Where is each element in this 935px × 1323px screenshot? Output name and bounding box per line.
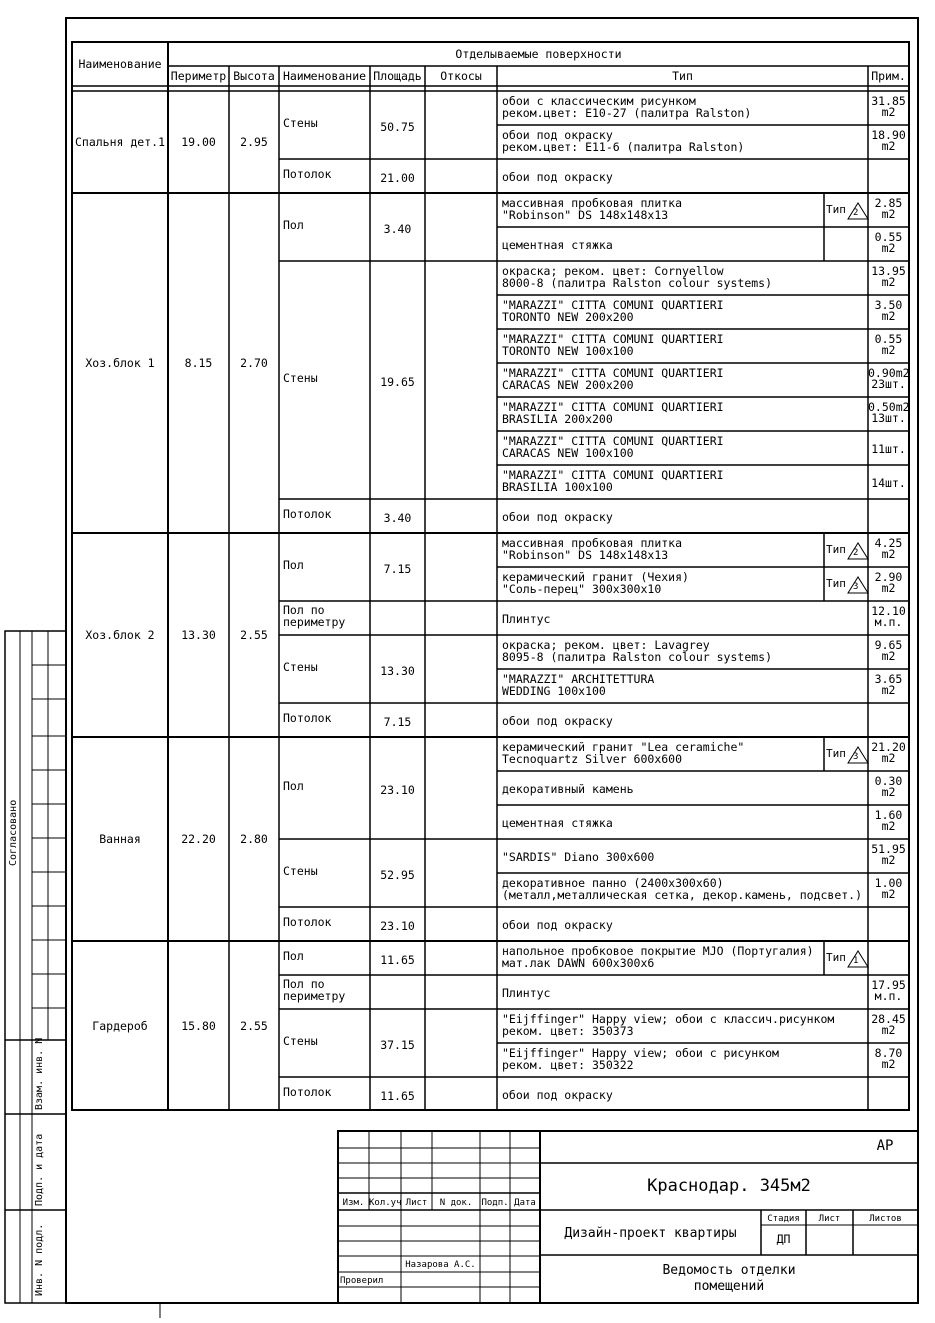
tip-number: 3 — [853, 752, 859, 762]
room-name: Спальня дет.1 — [74, 135, 165, 149]
room-height: 2.70 — [240, 356, 268, 370]
type-line1: декоративное панно (2400x300x60) — [502, 876, 724, 890]
room-height: 2.55 — [240, 1018, 268, 1033]
type-line1: "Eijffinger" Happy view; обои с классич.рисунком — [502, 1012, 835, 1026]
surface-name: Пол — [283, 558, 304, 572]
type-line1: "MARAZZI" CITTA COMUNI QUARTIERI — [502, 298, 724, 312]
surface-name: Пол — [283, 779, 304, 793]
stamp-col-doc: N док. — [439, 1198, 473, 1208]
room-perimeter: 19.00 — [181, 135, 216, 149]
note-value: 51.95 — [871, 842, 906, 856]
type-line2: 8000-8 (палитра Ralston colour systems) — [502, 276, 773, 290]
room-perimeter: 15.80 — [181, 1018, 216, 1033]
surface-area: 23.10 — [380, 919, 415, 933]
room-perimeter: 8.15 — [184, 356, 213, 370]
side-sign-date: Подп. и дата — [34, 1133, 45, 1206]
stamp-project: Краснодар. 345м2 — [647, 1176, 811, 1196]
note-unit: m2 — [881, 547, 896, 561]
note-unit: m2 — [881, 105, 896, 119]
type-text: цементная стяжка — [502, 816, 613, 830]
note-value: 14шт. — [871, 476, 906, 490]
type-line1: "MARAZZI" ARCHITETTURA — [502, 672, 655, 686]
note-value: 3.65 — [874, 672, 903, 686]
surface-area: 11.65 — [380, 1088, 415, 1103]
note-unit: м.п. — [874, 615, 903, 629]
stamp-col-izm: Изм. — [342, 1198, 365, 1208]
room-perimeter: 13.30 — [181, 628, 216, 642]
header-note: Прим. — [871, 69, 906, 83]
header-surfaces: Отделываемые поверхности — [455, 47, 622, 61]
type-line2: (металл,металлическая сетка, декор.камень, подсвет.) — [502, 888, 863, 902]
note-unit: m2 — [881, 751, 896, 765]
note-unit: m2 — [881, 309, 896, 323]
tip-label: Тип — [826, 203, 846, 216]
side-agreed: Согласовано — [8, 799, 19, 866]
note-value: 11шт. — [871, 442, 906, 456]
tip-label: Тип — [826, 951, 846, 964]
surface-name-line2: периметру — [283, 615, 346, 629]
note-unit: m2 — [881, 683, 896, 697]
type-line1: напольное пробковое покрытие MJO (Португалия) — [502, 944, 814, 958]
note-unit: 13шт. — [871, 411, 906, 425]
note-unit: m2 — [881, 1023, 896, 1037]
stamp-col-list: Лист — [405, 1198, 428, 1208]
type-line2: Tecnoquartz Silver 600x600 — [502, 752, 683, 766]
note-value: 0.55 — [874, 332, 903, 346]
surface-name: Пол по — [283, 977, 325, 991]
type-text: Плинтус — [502, 612, 551, 626]
stamp-design: Дизайн-проект квартиры — [564, 1226, 737, 1241]
type-line1: "MARAZZI" CITTA COMUNI QUARTIERI — [502, 468, 724, 482]
type-line2: реком.цвет: E11-6 (палитра Ralston) — [502, 140, 745, 154]
note-value: 0.30 — [874, 774, 903, 788]
stamp-col-date: Дата — [514, 1198, 536, 1208]
note-value: 21.20 — [871, 740, 906, 754]
note-unit: m2 — [881, 139, 896, 153]
type-line1: "MARAZZI" CITTA COMUNI QUARTIERI — [502, 434, 724, 448]
tip-label: Тип — [826, 577, 846, 590]
note-value: 0.50m2 — [868, 400, 910, 414]
note-unit: m2 — [881, 275, 896, 289]
tip-number: 3 — [853, 582, 859, 592]
note-value: 13.95 — [871, 264, 906, 278]
note-value: 2.85 — [874, 196, 903, 210]
surface-name: Потолок — [283, 1084, 332, 1099]
surface-name: Стены — [283, 371, 318, 385]
type-line2: реком.цвет: E10-27 (палитра Ralston) — [502, 106, 752, 120]
surface-area: 7.15 — [383, 562, 412, 576]
room-name: Гардероб — [92, 1018, 148, 1033]
surface-area: 7.15 — [383, 715, 412, 729]
side-inv-orig: Инв. N подл. — [34, 1223, 45, 1296]
note-unit: m2 — [881, 581, 896, 595]
type-line2: мат.лак DAWN 600x300x6 — [502, 956, 655, 970]
surface-name: Пол — [283, 218, 304, 232]
type-line1: "MARAZZI" CITTA COMUNI QUARTIERI — [502, 400, 724, 414]
type-line1: массивная пробковая плитка — [502, 196, 683, 210]
type-text: "SARDIS" Diano 300x600 — [502, 850, 655, 864]
surface-name: Потолок — [283, 711, 332, 725]
type-line1: керамический гранит "Lea ceramiche" — [502, 740, 745, 754]
type-line1: обои с классическим рисунком — [502, 94, 696, 108]
note-value: 4.25 — [874, 536, 903, 550]
type-line1: обои под окраску — [502, 128, 613, 142]
tip-number: 2 — [853, 208, 859, 218]
header-height: Высота — [233, 69, 275, 83]
surface-name: Стены — [283, 116, 318, 130]
surface-area: 50.75 — [380, 120, 415, 134]
room-perimeter: 22.20 — [181, 832, 216, 846]
type-line1: "Eijffinger" Happy view; обои с рисунком — [502, 1046, 779, 1060]
stamp-author: Назарова А.С. — [405, 1260, 476, 1270]
room-name: Ванная — [99, 832, 141, 846]
note-value: 8.70 — [874, 1046, 903, 1060]
note-value: 31.85 — [871, 94, 906, 108]
stamp-sheet-title1: Ведомость отделки — [662, 1263, 796, 1278]
surface-name: Стены — [283, 660, 318, 674]
type-line2: реком. цвет: 350373 — [502, 1024, 634, 1038]
header-slopes: Откосы — [440, 69, 482, 83]
note-value: 1.00 — [874, 876, 903, 890]
surface-name: Пол по — [283, 603, 325, 617]
note-value: 3.50 — [874, 298, 903, 312]
type-text: обои под окраску — [502, 1087, 613, 1102]
type-line2: TORONTO NEW 100x100 — [502, 344, 634, 358]
note-value: 1.60 — [874, 808, 903, 822]
surface-name: Стены — [283, 864, 318, 878]
stamp-stage: ДП — [776, 1232, 791, 1246]
type-line2: 8095-8 (палитра Ralston colour systems) — [502, 650, 773, 664]
type-line2: CARACAS NEW 100x100 — [502, 446, 634, 460]
surface-name: Потолок — [283, 167, 332, 181]
stamp-sheet-title2: помещений — [693, 1279, 765, 1294]
type-line1: массивная пробковая плитка — [502, 536, 683, 550]
note-unit: м.п. — [874, 989, 903, 1003]
header-perimeter: Периметр — [170, 69, 227, 83]
header-surface-name: Наименование — [282, 69, 367, 83]
note-value: 0.55 — [874, 230, 903, 244]
tip-number: 2 — [853, 548, 859, 558]
stamp-checked: Проверил — [340, 1276, 384, 1286]
type-line2: "Robinson" DS 148x148x13 — [502, 208, 669, 222]
type-line1: окраска; реком. цвет: Cornyellow — [502, 264, 724, 278]
room-height: 2.95 — [240, 135, 268, 149]
note-unit: m2 — [881, 1057, 896, 1071]
surface-name-line2: периметру — [283, 989, 346, 1003]
note-value: 17.95 — [871, 978, 906, 992]
surface-area: 3.40 — [383, 222, 412, 236]
note-unit: m2 — [881, 853, 896, 867]
note-unit: m2 — [881, 785, 896, 799]
tip-label: Тип — [826, 747, 846, 760]
room-height: 2.55 — [240, 628, 268, 642]
type-text: декоративный камень — [502, 782, 634, 796]
stamp-sheet-label: Лист — [818, 1214, 841, 1224]
room-height: 2.80 — [240, 832, 268, 846]
tip-number: 1 — [853, 956, 859, 966]
type-line2: TORONTO NEW 200x200 — [502, 310, 634, 324]
note-unit: m2 — [881, 343, 896, 357]
stamp-col-podp: Подп. — [481, 1198, 509, 1208]
note-unit: 23шт. — [871, 377, 906, 391]
stamp-code: АР — [876, 1138, 894, 1154]
type-text: обои под окраску — [502, 918, 613, 932]
note-value: 9.65 — [874, 638, 903, 652]
type-text: цементная стяжка — [502, 238, 613, 252]
type-line1: окраска; реком. цвет: Lavagrey — [502, 638, 710, 652]
type-line1: керамический гранит (Чехия) — [502, 570, 689, 584]
surface-area: 21.00 — [380, 171, 415, 185]
type-line2: CARACAS NEW 200x200 — [502, 378, 634, 392]
note-unit: m2 — [881, 207, 896, 221]
side-inv-replace: Взам. инв. N — [34, 1037, 45, 1110]
note-value: 12.10 — [871, 604, 906, 618]
surface-name: Пол — [283, 949, 304, 963]
type-text: Плинтус — [502, 986, 551, 1000]
surface-area: 19.65 — [380, 375, 415, 389]
type-line2: BRASILIA 100x100 — [502, 480, 613, 494]
header-type: Тип — [672, 69, 693, 83]
type-line2: "Robinson" DS 148x148x13 — [502, 548, 669, 562]
type-text: обои под окраску — [502, 510, 613, 524]
note-value: 28.45 — [871, 1012, 906, 1026]
stamp-stage-label: Стадия — [767, 1214, 800, 1224]
type-line2: "Соль-перец" 300x300x10 — [502, 582, 662, 596]
note-value: 2.90 — [874, 570, 903, 584]
type-line2: BRASILIA 200x200 — [502, 412, 613, 426]
room-name: Хоз.блок 2 — [85, 628, 155, 642]
surface-area: 37.15 — [380, 1038, 415, 1052]
surface-area: 11.65 — [380, 953, 415, 967]
surface-name: Потолок — [283, 507, 332, 521]
surface-area: 13.30 — [380, 664, 415, 678]
header-name: Наименование — [78, 57, 162, 71]
note-value: 18.90 — [871, 128, 906, 142]
surface-name: Стены — [283, 1034, 318, 1048]
note-unit: m2 — [881, 819, 896, 833]
type-text: обои под окраску — [502, 714, 613, 728]
type-line2: WEDDING 100x100 — [502, 684, 606, 698]
type-line1: "MARAZZI" CITTA COMUNI QUARTIERI — [502, 366, 724, 380]
surface-name: Потолок — [283, 915, 332, 929]
note-value: 0.90m2 — [868, 366, 910, 380]
header-area: Площадь — [373, 69, 422, 83]
type-text: обои под окраску — [502, 170, 613, 184]
tip-label: Тип — [826, 543, 846, 556]
surface-area: 3.40 — [383, 511, 412, 525]
note-unit: m2 — [881, 241, 896, 255]
stamp-sheets-label: Листов — [869, 1214, 902, 1224]
surface-area: 52.95 — [380, 868, 415, 882]
surface-area: 23.10 — [380, 783, 415, 797]
note-unit: m2 — [881, 887, 896, 901]
stamp-col-kol: Кол.уч — [369, 1198, 402, 1208]
type-line1: "MARAZZI" CITTA COMUNI QUARTIERI — [502, 332, 724, 346]
room-name: Хоз.блок 1 — [85, 356, 155, 370]
note-unit: m2 — [881, 649, 896, 663]
type-line2: реком. цвет: 350322 — [502, 1058, 634, 1072]
